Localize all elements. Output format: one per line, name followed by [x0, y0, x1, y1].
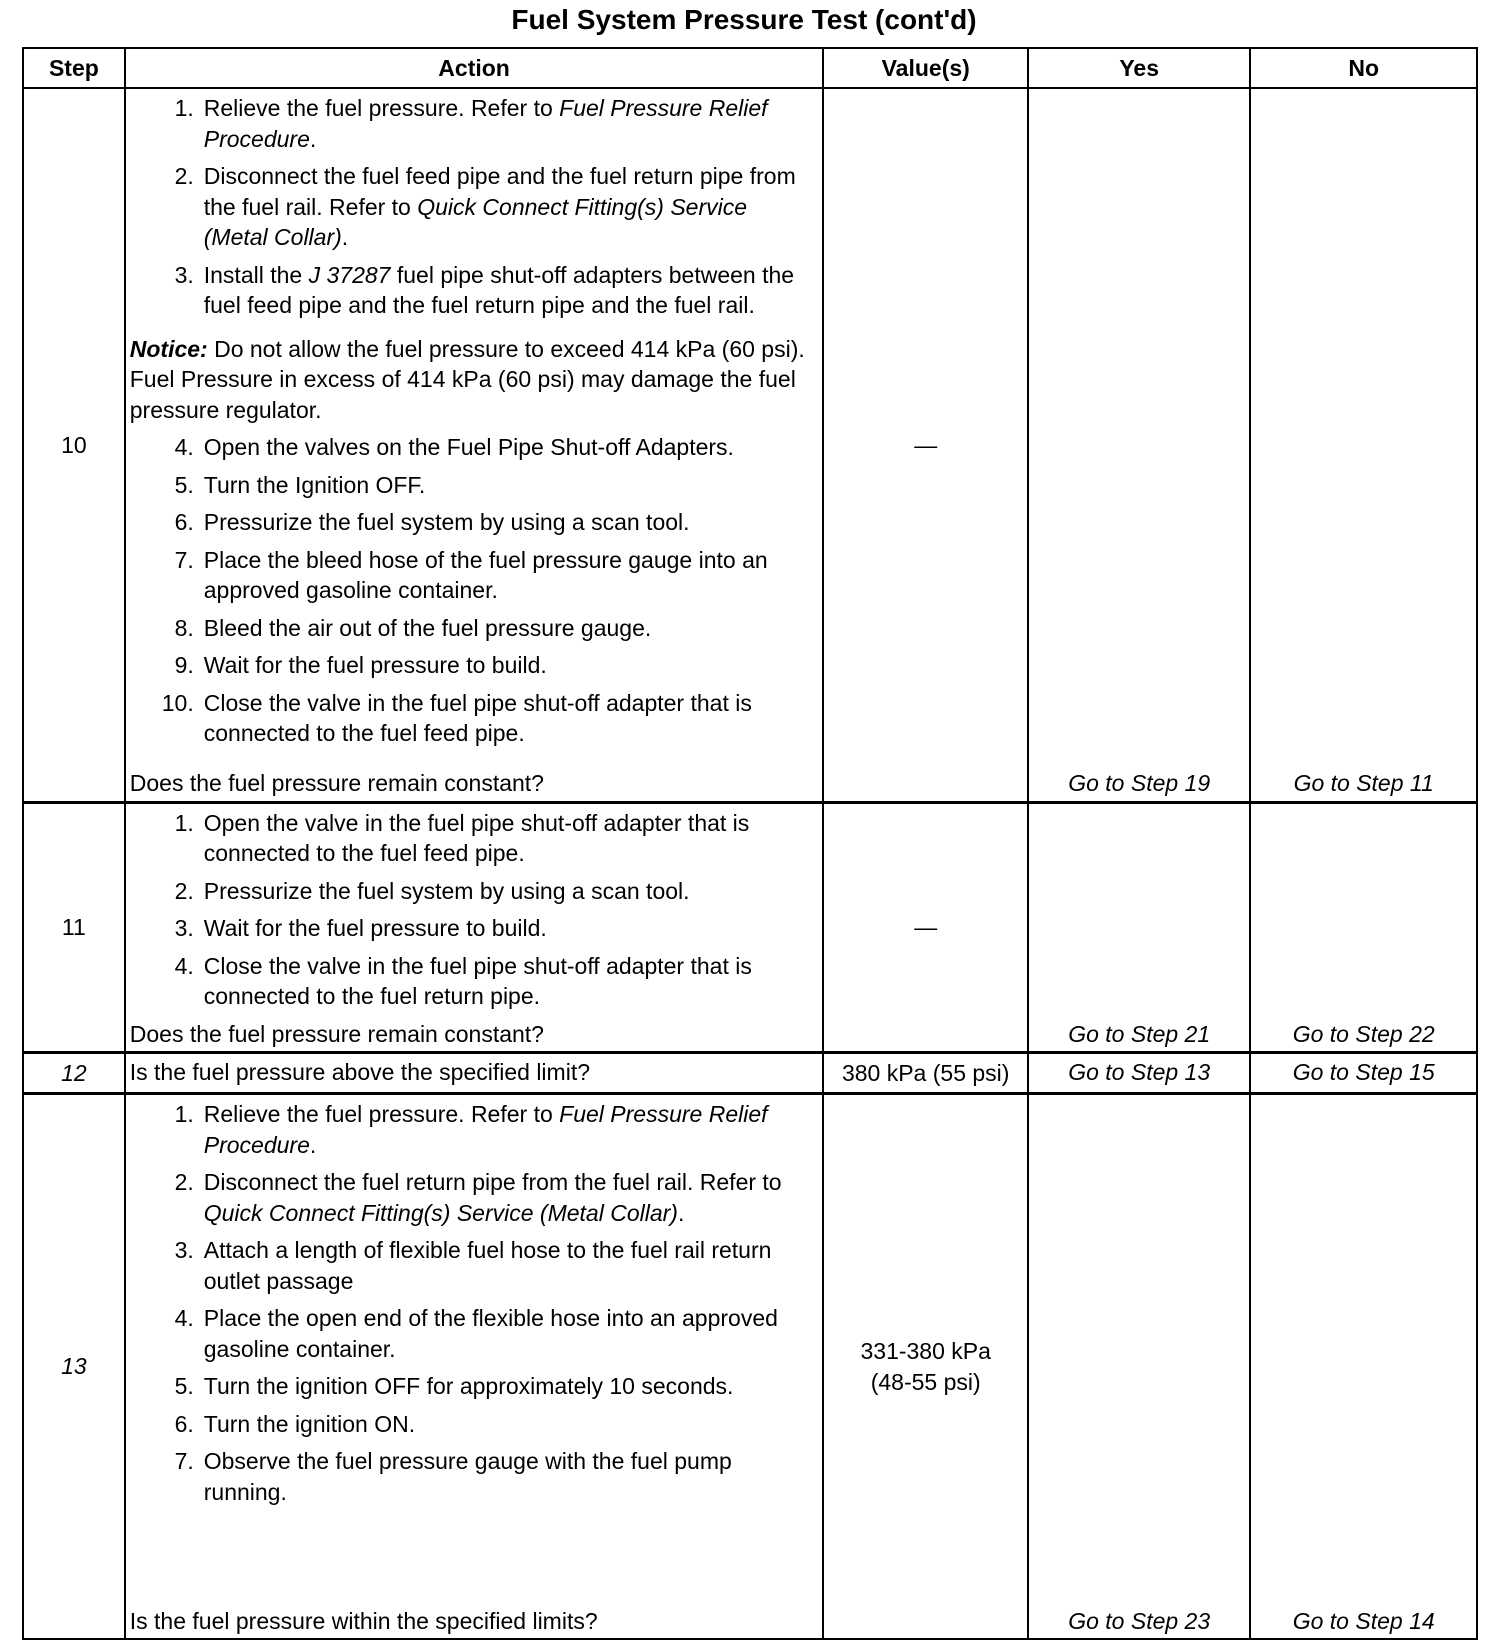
action-list — [130, 432, 817, 756]
header-action: Action — [125, 48, 824, 88]
no-link[interactable]: Go to Step 15 — [1250, 1053, 1477, 1094]
list-item: 2. Disconnect the fuel feed pipe and the fuel return pipe from the fuel rail. Refer to Quick Connect Fitting(s) Service (Metal Collar). — [174, 163, 796, 250]
cross-reference: Quick Connect Fitting(s) Service (Metal Collar) — [203, 1199, 678, 1226]
list-item: 10. Close the valve in the fuel pipe shut-off adapter that is connected to the fuel feed pipe. — [161, 689, 752, 746]
step-question: Is the fuel pressure above the specified limit? — [129, 1058, 590, 1085]
step-question: Does the fuel pressure remain constant? — [129, 1020, 544, 1047]
yes-link[interactable]: Go to Step 13 — [1028, 1053, 1250, 1094]
no-link[interactable]: Go to Step 22 — [1250, 802, 1477, 1053]
list-item: 6. Turn the ignition ON. — [174, 1410, 416, 1437]
list-item: 8. Bleed the air out of the fuel pressure gauge. — [174, 614, 652, 641]
action-cell — [125, 1053, 824, 1094]
action-list — [130, 808, 817, 1019]
yes-link[interactable]: Go to Step 23 — [1028, 1094, 1250, 1640]
list-item: 9. Wait for the fuel pressure to build. — [174, 652, 547, 678]
list-item: 5. Turn the Ignition OFF. — [174, 471, 426, 498]
list-item: 1. Open the valve in the fuel pipe shut-off adapter that is connected to the fuel feed pipe. — [174, 809, 750, 866]
cross-reference: Fuel Pressure Relief Procedure — [203, 95, 768, 152]
list-item: 2. Pressurize the fuel system by using a scan tool. — [174, 877, 690, 904]
header-yes: Yes — [1028, 48, 1250, 88]
list-item: 6. Pressurize the fuel system by using a scan tool. — [174, 509, 690, 535]
cross-reference: Fuel Pressure Relief Procedure — [203, 1101, 768, 1158]
value-cell: — — [823, 802, 1028, 1053]
value-cell — [823, 1094, 1028, 1640]
step-number: 13 — [23, 1094, 125, 1640]
header-values: Value(s) — [823, 48, 1028, 88]
list-item: 2. Disconnect the fuel return pipe from the fuel rail. Refer to Quick Connect Fitting(s) Service (Metal Collar). — [174, 1169, 782, 1226]
list-item: 3. Attach a length of flexible fuel hose to the fuel rail return outlet passage — [174, 1237, 772, 1294]
value-line: 331-380 kPa — [860, 1338, 991, 1364]
action-list — [130, 93, 817, 328]
action-cell — [125, 802, 824, 1053]
action-cell — [125, 1094, 824, 1640]
value-cell: 380 kPa (55 psi) — [823, 1053, 1028, 1094]
step-number: 11 — [23, 802, 125, 1053]
table-row-step-12 — [23, 1053, 1477, 1094]
tool-reference: J 37287 — [308, 261, 391, 288]
list-item: 4. Close the valve in the fuel pipe shut-off adapter that is connected to the fuel return pipe. — [174, 952, 752, 1009]
list-item: 3. Wait for the fuel pressure to build. — [174, 915, 547, 941]
table-row-step-10 — [23, 88, 1477, 802]
page-title: Fuel System Pressure Test (cont'd) — [511, 4, 977, 35]
list-item: 4. Open the valves on the Fuel Pipe Shut-off Adapters. — [174, 434, 734, 460]
yes-link[interactable]: Go to Step 21 — [1028, 802, 1250, 1053]
action-cell — [125, 88, 824, 802]
cross-reference: Quick Connect Fitting(s) Service (Metal Collar) — [203, 193, 748, 250]
header-step: Step — [23, 48, 125, 88]
table-row-step-11 — [23, 802, 1477, 1053]
notice-label: Notice: — [129, 335, 208, 362]
list-item: 7. Place the bleed hose of the fuel pressure gauge into an approved gasoline container. — [174, 546, 768, 603]
procedure-table — [22, 47, 1478, 1640]
step-question: Is the fuel pressure within the specified limits? — [129, 1607, 598, 1634]
list-item: 1. Relieve the fuel pressure. Refer to Fuel Pressure Relief Procedure. — [174, 95, 768, 152]
step-number: 12 — [23, 1053, 125, 1094]
list-item: 5. Turn the ignition OFF for approximately 10 seconds. — [174, 1373, 734, 1399]
table-header-row — [23, 48, 1477, 88]
step-number: 10 — [23, 88, 125, 802]
action-list — [130, 1099, 817, 1514]
value-line: (48-55 psi) — [870, 1368, 981, 1395]
list-item: 4. Place the open end of the flexible hose into an approved gasoline container. — [174, 1305, 778, 1362]
header-no: No — [1250, 48, 1477, 88]
step-question: Does the fuel pressure remain constant? — [129, 770, 544, 796]
notice-text: Notice: Do not allow the fuel pressure to exceed 414 kPa (60 psi). Fuel Pressure in excess of 414 kPa (60 psi) may damage the fuel pressure regulator. — [129, 335, 805, 423]
list-item: 1. Relieve the fuel pressure. Refer to Fuel Pressure Relief Procedure. — [174, 1101, 768, 1158]
value-cell: — — [823, 88, 1028, 802]
yes-link[interactable]: Go to Step 19 — [1028, 88, 1250, 802]
no-link[interactable]: Go to Step 14 — [1250, 1094, 1477, 1640]
list-item: 3. Install the J 37287 fuel pipe shut-off adapters between the fuel feed pipe and the fuel return pipe and the fuel rail. — [174, 261, 795, 318]
table-row-step-13 — [23, 1094, 1477, 1640]
no-link[interactable]: Go to Step 11 — [1250, 88, 1477, 802]
list-item: 7. Observe the fuel pressure gauge with the fuel pump running. — [174, 1448, 732, 1505]
